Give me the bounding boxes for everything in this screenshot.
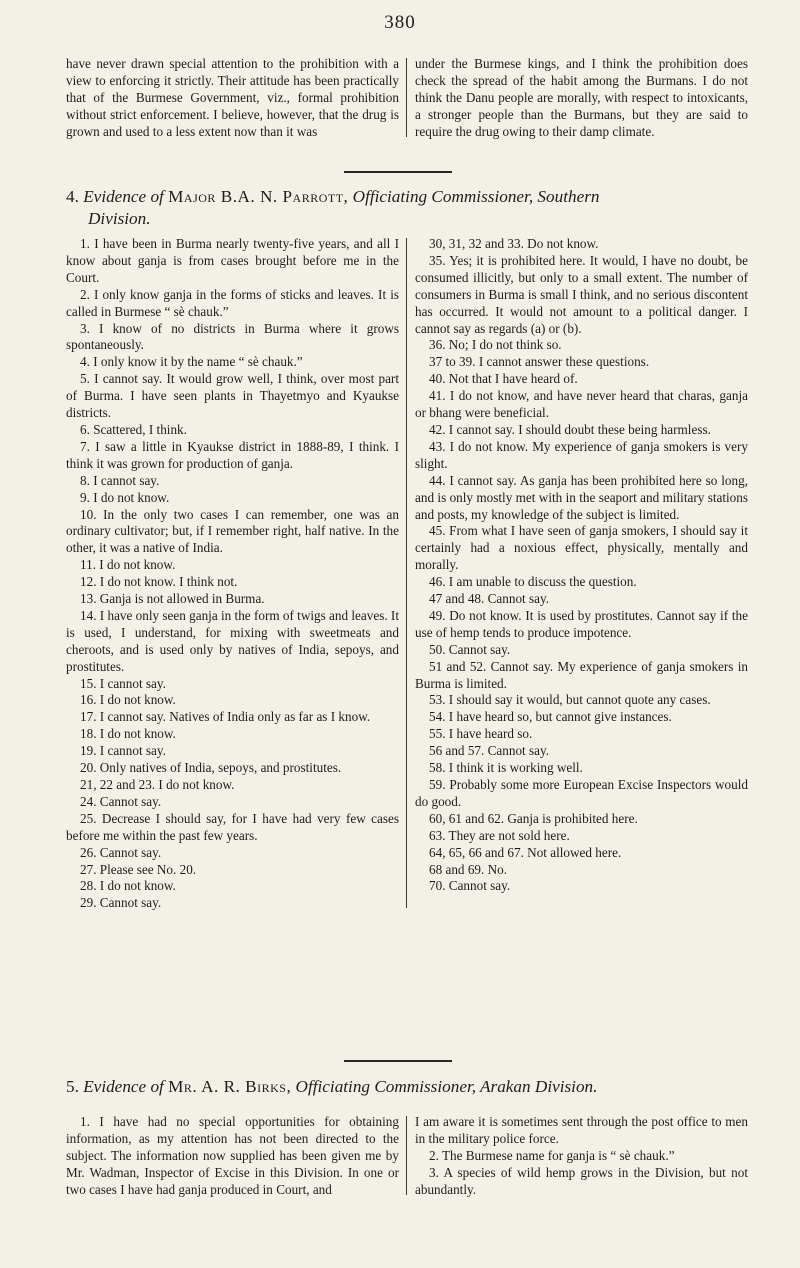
section-4-evidence-label: Evidence of — [83, 187, 164, 206]
answer-paragraph: 9. I do not know. — [80, 489, 170, 505]
answer-paragraph: 2. The Burmese name for ganja is “ sè chauk.” — [429, 1147, 675, 1163]
answer-paragraph: 28. I do not know. — [80, 878, 176, 894]
section-5-number: 5. — [66, 1077, 79, 1096]
answer-paragraph: 18. I do not know. — [80, 726, 176, 742]
answer-paragraph: 45. From what I have seen of ganja smokers, I should say it certainly had a noxious effect, physically, mentally and morally. — [415, 523, 748, 573]
answer-paragraph: 60, 61 and 62. Ganja is prohibited here. — [429, 810, 638, 826]
answer-paragraph: 56 and 57. Cannot say. — [429, 743, 550, 759]
answer-paragraph: 47 and 48. Cannot say. — [429, 591, 550, 607]
answer-paragraph: 29. Cannot say. — [80, 895, 162, 911]
answer-paragraph: 19. I cannot say. — [80, 743, 166, 759]
answer-paragraph: 54. I have heard so, but cannot give instances. — [429, 709, 672, 725]
column-divider — [399, 236, 415, 912]
answer-paragraph: 49. Do not know. It is used by prostitutes. Cannot say if the use of hemp tends to produce impotence. — [415, 607, 748, 640]
section-5-left-column — [66, 1114, 399, 1199]
section-4-body — [66, 236, 748, 912]
answer-paragraph: 4. I only know it by the name “ sè chauk.” — [80, 354, 303, 370]
section-5-right-column — [415, 1114, 748, 1199]
answer-paragraph: 12. I do not know. I think not. — [80, 574, 238, 590]
answer-paragraph: 3. I know of no districts in Burma where it grows spontaneously. — [66, 320, 399, 353]
answer-paragraph: 59. Probably some more European Excise Inspectors would do good. — [415, 777, 748, 809]
answer-paragraph: 14. I have only seen ganja in the form of twigs and leaves. It is used, I understand, for mixing with sweetmeats and cheroots, and is used only by natives of India, sepoys, and prostitutes. — [66, 607, 399, 674]
answer-paragraph: 30, 31, 32 and 33. Do not know. — [429, 236, 599, 251]
section-5-witness-role: Officiating Commissioner, Arakan Division. — [295, 1077, 598, 1096]
section-5-body — [66, 1114, 748, 1199]
answer-paragraph: 5. I cannot say. It would grow well, I think, over most part of Burma. I have seen plants in Thayetmyo and Kyaukse districts. — [66, 371, 399, 421]
answer-paragraph: 51 and 52. Cannot say. My experience of ganja smokers in Burma is limited. — [415, 658, 748, 691]
section-4-right-column — [415, 236, 748, 912]
answer-paragraph: 24. Cannot say. — [80, 793, 162, 809]
answer-paragraph: 25. Decrease I should say, for I have had very few cases before me within the past few years. — [66, 810, 399, 843]
answer-paragraph: 6. Scattered, I think. — [80, 421, 187, 437]
section-5-heading — [66, 1076, 748, 1098]
answer-paragraph: 2. I only know ganja in the forms of sticks and leaves. It is called in Burmese “ sè chauk.” — [66, 286, 399, 319]
answer-paragraph: 63. They are not sold here. — [429, 827, 570, 843]
answer-paragraph: 7. I saw a little in Kyaukse district in 1888-89, I think. I think it was grown for production of ganja. — [66, 438, 399, 471]
section-4-left-column — [66, 236, 399, 912]
answer-paragraph: 37 to 39. I cannot answer these questions. — [429, 354, 650, 370]
answer-paragraph: 21, 22 and 23. I do not know. — [80, 777, 235, 792]
answer-paragraph: 55. I have heard so. — [429, 726, 533, 742]
continuation-block — [66, 56, 748, 141]
section-5-evidence-label: Evidence of — [83, 1077, 164, 1096]
answer-paragraph: 27. Please see No. 20. — [80, 861, 197, 877]
answer-paragraph: 11. I do not know. — [80, 557, 176, 573]
column-divider — [399, 1114, 415, 1199]
answer-paragraph: 8. I cannot say. — [80, 472, 160, 488]
answer-paragraph: 64, 65, 66 and 67. Not allowed here. — [429, 844, 622, 860]
answer-paragraph: 46. I am unable to discuss the question. — [429, 574, 637, 590]
answer-paragraph: 53. I should say it would, but cannot quote any cases. — [429, 692, 711, 708]
answer-paragraph: 10. In the only two cases I can remember, one was an ordinary cultivator; but, if I remember right, half native. In the other, it was a native of India. — [66, 506, 399, 556]
answer-paragraph: 70. Cannot say. — [429, 878, 511, 894]
answer-paragraph: 44. I cannot say. As ganja has been prohibited here so long, and is only mostly met with in the seaport and military stations and posts, my knowledge of the subject is limited. — [415, 472, 748, 522]
answer-paragraph: 40. Not that I have heard of. — [429, 371, 578, 387]
answer-paragraph: 58. I think it is working well. — [429, 760, 583, 776]
continuation-right-column — [415, 56, 748, 141]
answer-paragraph: 68 and 69. No. — [429, 861, 508, 877]
answer-paragraph: 1. I have been in Burma nearly twenty-five years, and all I know about ganja is from cases brought before me in the Court. — [66, 236, 399, 285]
section-divider — [344, 171, 452, 173]
answer-paragraph: 26. Cannot say. — [80, 844, 162, 860]
answer-paragraph: 1. I have had no special opportunities for obtaining information, as my attention has not been directed to the subject. The information now supplied has been given me by Mr. Wadman, Inspector of Excise in this Division. In one or two cases I have had ganja produced in Court, and — [66, 1114, 399, 1197]
answer-paragraph: 15. I cannot say. — [80, 675, 166, 691]
answer-paragraph: 50. Cannot say. — [429, 641, 511, 657]
section-4-witness-name: Major B.A. N. Parrott, — [168, 187, 349, 206]
page-number: 380 — [384, 12, 416, 33]
section-4-witness-role-cont: Division. — [88, 209, 151, 228]
continuation-right-text: under the Burmese kings, and I think the prohibition does check the spread of the habit among the Burmans. I do not think the Danu people are morally, with respect to intoxicants, a stronger people than the Burmans, but they are said to require the drug owing to their damp climate. — [415, 56, 748, 139]
answer-paragraph: 35. Yes; it is prohibited here. It would, I have no doubt, be consumed illicitly, but only to a small extent. The number of consumers in Burma is small I think, and no serious discontent has occurred. It would not amount to a political danger. I cannot say as regards (a) or (b). — [415, 252, 748, 336]
section-4-heading — [66, 186, 748, 230]
section-divider — [344, 1060, 452, 1062]
section-5-witness-name: Mr. A. R. Birks, — [168, 1077, 292, 1096]
answer-paragraph: 41. I do not know, and have never heard that charas, ganja or bhang were beneficial. — [415, 388, 748, 421]
answer-paragraph: 3. A species of wild hemp grows in the Division, but not abundantly. — [415, 1164, 748, 1197]
answer-paragraph: 42. I cannot say. I should doubt these being harmless. — [429, 421, 711, 437]
answer-paragraph: 13. Ganja is not allowed in Burma. — [80, 591, 265, 607]
answer-paragraph: 20. Only natives of India, sepoys, and prostitutes. — [80, 760, 342, 776]
answer-paragraph: 43. I do not know. My experience of ganja smokers is very slight. — [415, 438, 748, 471]
continuation-left-column — [66, 56, 399, 141]
column-divider — [399, 56, 415, 141]
answer-paragraph: I am aware it is sometimes sent through the post office to men in the military police force. — [415, 1114, 748, 1146]
answer-paragraph: 17. I cannot say. Natives of India only as far as I know. — [80, 709, 371, 725]
answer-paragraph: 16. I do not know. — [80, 692, 176, 708]
continuation-left-text: have never drawn special attention to the prohibition with a view to enforcing it strictly. Their attitude has been practically that of the Burmese Government, viz., formal prohibition without strict enforcement. I believe, however, that the drug is grown and used to a less extent now than it was — [66, 56, 399, 139]
section-4-number: 4. — [66, 187, 79, 206]
answer-paragraph: 36. No; I do not think so. — [429, 337, 562, 353]
section-4-witness-role: Officiating Commissioner, Southern — [352, 187, 600, 206]
